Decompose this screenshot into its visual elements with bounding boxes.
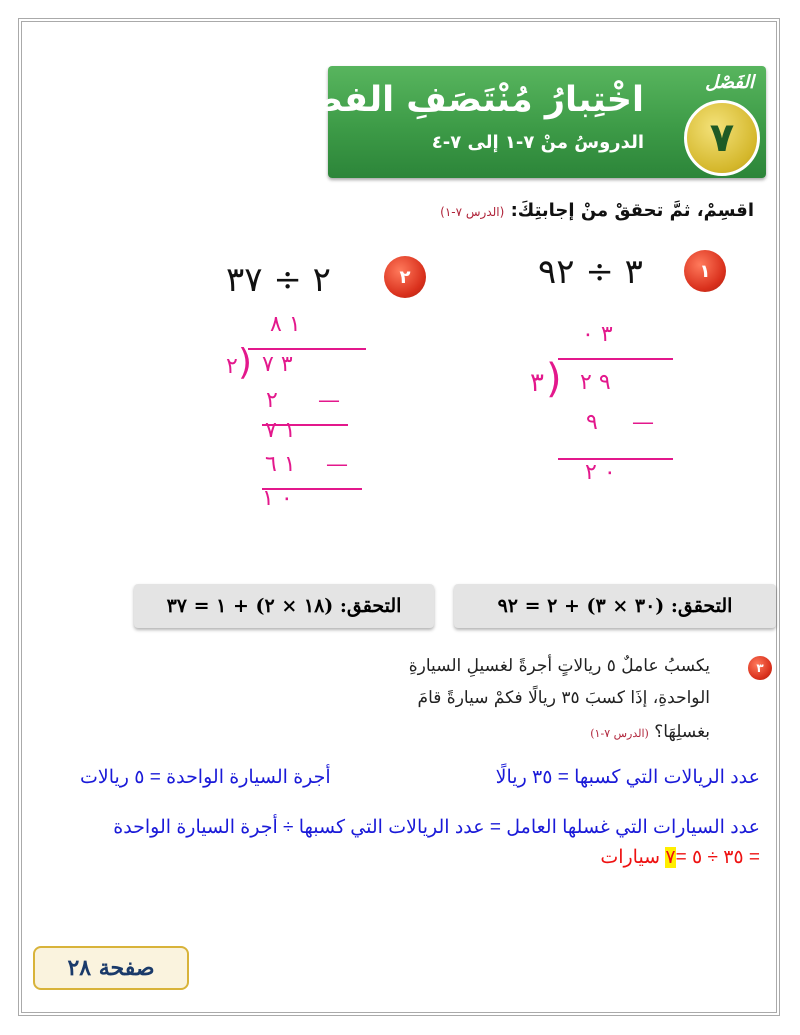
q1-division-bracket: ) <box>546 356 562 402</box>
chapter-banner <box>278 66 766 178</box>
answer-result <box>600 846 760 869</box>
instruction <box>440 200 754 221</box>
q2-step1: ٢ <box>266 388 278 413</box>
question-1-expression: ٣ ÷ ٩٢ <box>538 252 643 292</box>
q2-minus-1: — <box>318 388 340 413</box>
answer-result-unit: سيارات <box>600 847 661 868</box>
q3-line-1: يكسبُ عاملٌ ٥ ريالاتٍ أجرةً لغسيلِ السيارةِ <box>408 656 710 676</box>
q3-line-2: الواحدةِ، إذَا كسبَ ٣٥ ريالًا فكمْ سيارةً قامَ <box>417 688 710 708</box>
answer-formula: عدد السيارات التي غسلها العامل = عدد الريالات التي كسبها ÷ أجرة السيارة الواحدة <box>113 817 760 838</box>
banner-subtitle: الدروسُ منْ ٧-١ إلى ٧-٤ <box>431 132 644 153</box>
answer-result-value: ٧ <box>665 847 676 868</box>
q1-step1: ٩ <box>586 410 598 435</box>
answer-result-prefix: = ٣٥ ÷ ٥ = <box>675 847 760 868</box>
q2-sub1: ١ ٧ <box>265 418 296 443</box>
banner-title: اخْتِبارُ مُنْتَصَفِ الفصْلِ <box>278 80 644 120</box>
q2-division-bar <box>248 348 366 350</box>
q1-dividend: ٩ ٢ <box>580 370 611 395</box>
q2-dividend: ٣ ٧ <box>262 352 293 377</box>
q2-division-bracket: ) <box>238 342 253 383</box>
q2-divisor: ٢ <box>226 354 238 379</box>
q1-minus: — <box>632 410 654 435</box>
q2-step2: ١ ٦ <box>265 452 296 477</box>
instruction-text: اقسِمْ، ثمَّ تحققْ منْ إجابتِكَ: <box>510 200 754 221</box>
chapter-label: الفَصْل <box>705 72 754 93</box>
q2-minus-2: — <box>326 452 348 477</box>
q2-quotient: ١ ٨ <box>270 312 301 337</box>
page-number-tab: صفحة ٢٨ <box>33 946 189 990</box>
q3-ref: (الدرس ٧-١) <box>590 727 649 740</box>
q2-check-box: التحقق: (١٨ × ٢) + ١ = ٣٧ <box>134 584 434 628</box>
answer-earned: عدد الريالات التي كسبها = ٣٥ ريالًا <box>495 767 760 788</box>
q1-remainder: ٠ ٢ <box>585 460 616 485</box>
q2-remainder: ٠ ١ <box>262 486 293 511</box>
question-1-badge: ١ <box>684 250 726 292</box>
question-3-badge: ٣ <box>748 656 772 680</box>
answer-fee: أجرة السيارة الواحدة = ٥ ريالات <box>80 767 331 788</box>
q3-question-end: بغسلِهَا؟ <box>654 722 710 742</box>
q1-check-box: التحقق: (٣٠ × ٣) + ٢ = ٩٢ <box>454 584 776 628</box>
question-2-expression: ٢ ÷ ٣٧ <box>226 260 331 300</box>
question-2-badge: ٢ <box>384 256 426 298</box>
q1-quotient: ٣ ٠ <box>582 322 613 347</box>
q1-division-bar <box>558 358 673 360</box>
chapter-number-badge: ٧ <box>684 100 760 176</box>
instruction-ref: (الدرس ٧-١) <box>440 205 505 219</box>
q1-divisor: ٣ <box>530 368 544 398</box>
q3-line-3 <box>590 722 710 742</box>
